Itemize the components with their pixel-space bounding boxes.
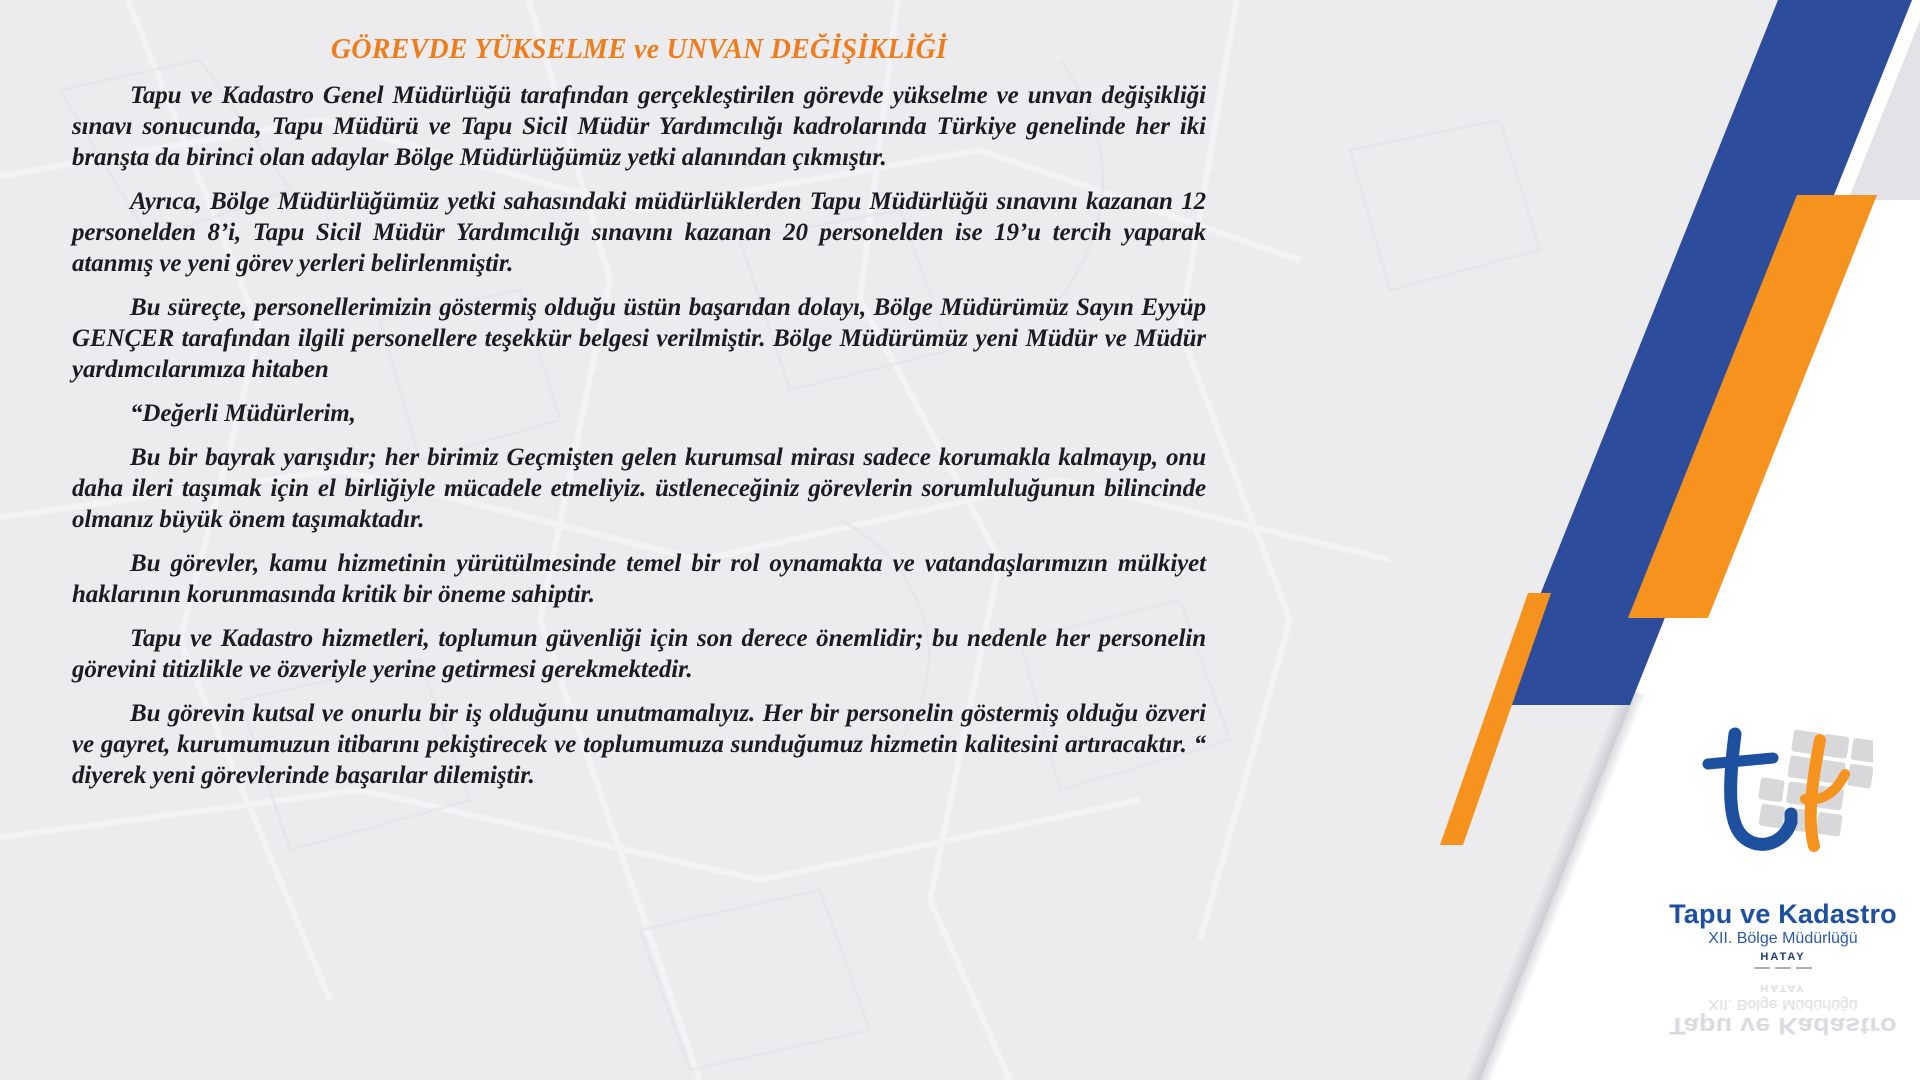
logo-fineprint <box>1633 967 1920 969</box>
body-paragraph: Bu görevler, kamu hizmetinin yürütülmesinde temel bir rol oynamakta ve vatandaşlarımızın mülkiyet haklarının korunmasında kritik bir öneme sahiptir. <box>72 550 1206 608</box>
logo-org-name: Tapu ve Kadastro <box>1669 899 1897 929</box>
body-paragraph: Tapu ve Kadastro Genel Müdürlüğü tarafından gerçekleştirilen görevde yükselme ve unvan değişikliği sınavı sonucunda, Tapu Müdürü ve Tapu Sicil Müdür Yardımcılığı kadrolarında Türkiye genelinde her iki branşta da birinci olan adaylar Bölge Müdürlüğümüz yetki alanından çıkmıştır. <box>72 82 1206 171</box>
logo-reflection-unit: XII. Bölge Müdürlüğü <box>1708 996 1858 1012</box>
body-paragraph: Bu süreçte, personellerimizin göstermiş olduğu üstün başarıdan dolayı, Bölge Müdürümüz Sayın Eyyüp GENÇER tarafından ilgili personellere teşekkür belgesi verilmiştir. Bölge Müdürümüz yeni Müdür ve Müdür yardımcılarımıza hitaben <box>72 294 1206 383</box>
body-paragraph: Ayrıca, Bölge Müdürlüğümüz yetki sahasındaki müdürlüklerden Tapu Müdürlüğü sınavını kazanan 12 personelden 8’i, Tapu Sicil Müdür Yardımcılığı sınavını kazanan 20 personelden ise 19’u tercih yaparak atanmış ve yeni görev yerleri belirlenmiştir. <box>72 188 1206 277</box>
body-text <box>72 34 1206 804</box>
logo-reflection-org-name: Tapu ve Kadastro <box>1669 1012 1897 1040</box>
logo-city: HATAY <box>1760 951 1806 963</box>
logo-caption <box>1633 899 1920 969</box>
body-paragraph: Bu görevin kutsal ve onurlu bir iş olduğunu unutmamalıyız. Her bir personelin göstermiş olduğu özveri ve gayret, kurumumuzun itibarını pekiştirecek ve toplumumuza sunduğumuz hizmetin kalitesini artıracaktır. “ diyerek yeni görevlerinde başarılar dilemiştir. <box>72 700 1206 789</box>
body-paragraph: Tapu ve Kadastro hizmetleri, toplumun güvenliği için son derece önemlidir; bu nedenle her personelin görevini titizlikle ve özveriyle yerine getirmesi gerekmektedir. <box>72 625 1206 683</box>
body-paragraph: Bu bir bayrak yarışıdır; her birimiz Geçmişten gelen kurumsal mirası sadece korumakla kalmayıp, onu daha ileri taşımak için el birliğiyle mücadele etmeliyiz. üstleneceğiniz görevlerin sorumluluğunun bilincinde olmanız büyük önem taşımaktadır. <box>72 444 1206 533</box>
logo-reflection-city: HATAY <box>1760 982 1806 993</box>
body-paragraph: “Değerli Müdürlerim, <box>130 400 356 427</box>
logo-unit: XII. Bölge Müdürlüğü <box>1708 930 1858 947</box>
slide-title: GÖREVDE YÜKSELME ve UNVAN DEĞİŞİKLİĞİ <box>330 34 948 65</box>
tkgm-logo-icon <box>1693 726 1873 902</box>
logo-reflection <box>1633 981 1920 1040</box>
tkgm-logo <box>1693 726 1873 902</box>
